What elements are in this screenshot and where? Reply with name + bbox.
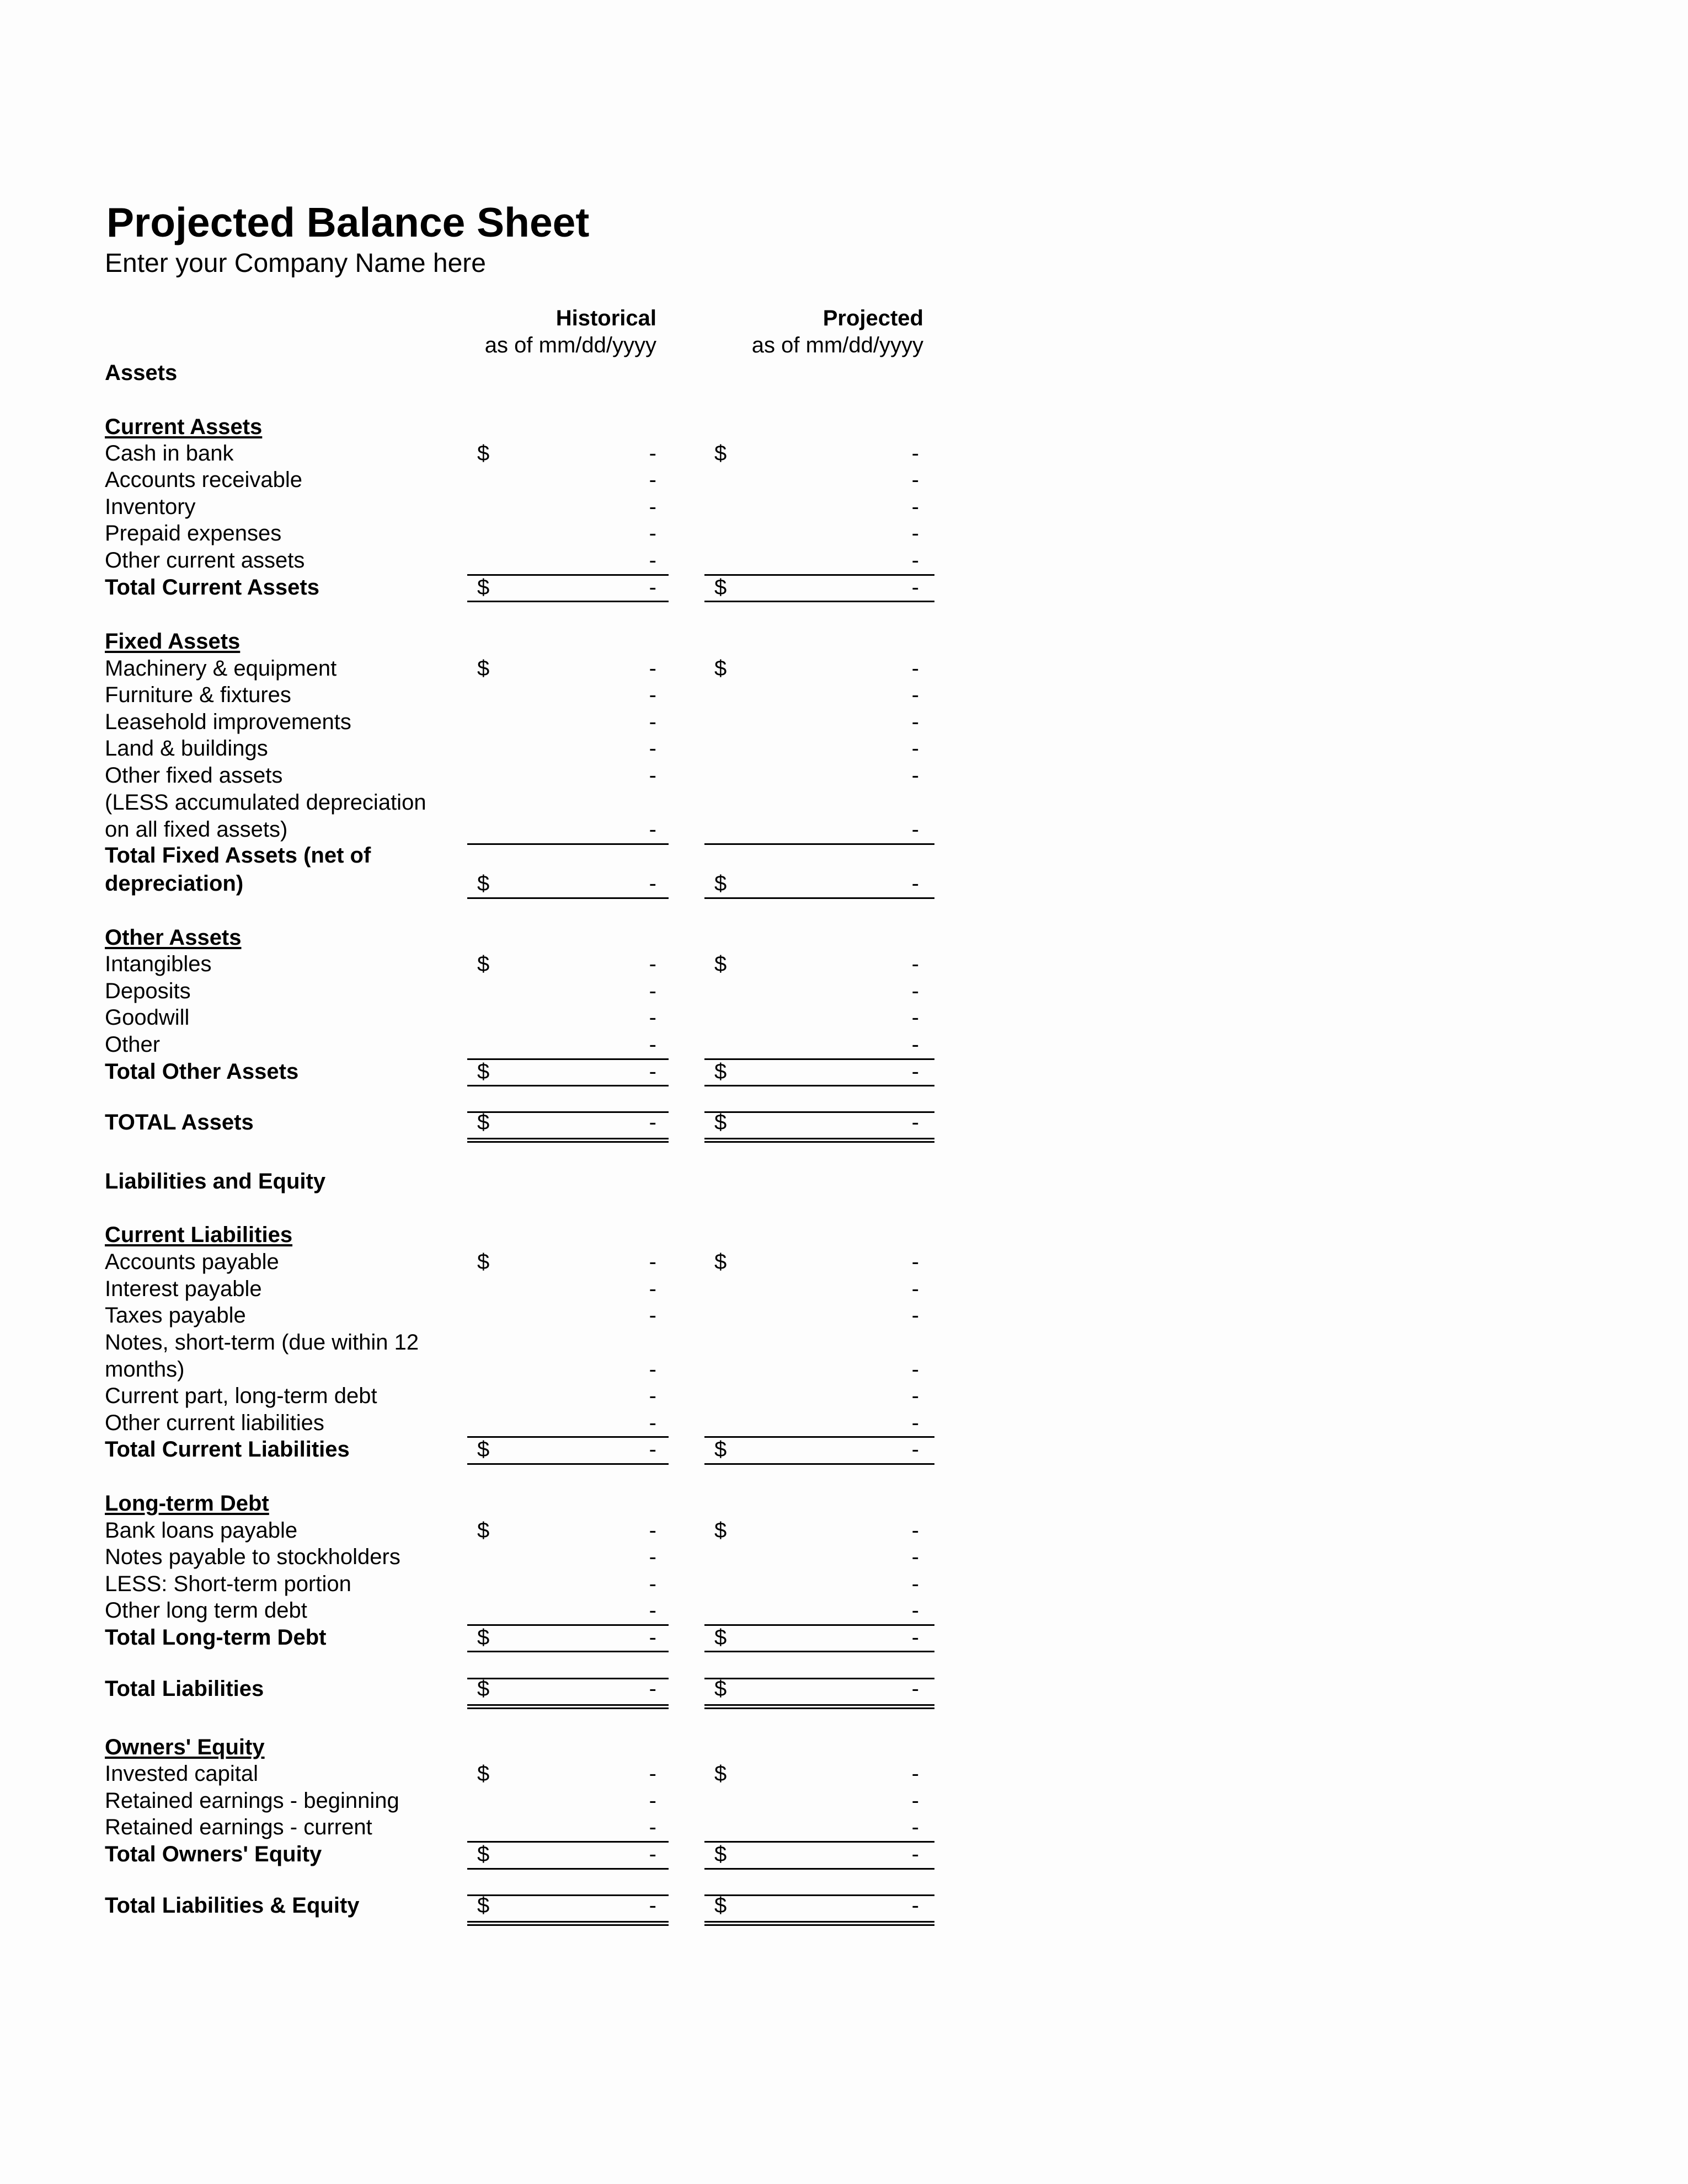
historical-cell[interactable] [467, 1597, 669, 1624]
cell-value: - [649, 1384, 656, 1408]
currency-sign: $ [477, 1437, 490, 1462]
currency-sign: $ [477, 1518, 490, 1543]
cell-value: - [649, 1277, 656, 1301]
grand-total-double-rule [467, 1921, 669, 1926]
cell-value: - [649, 1110, 656, 1134]
cell-value: - [649, 1250, 656, 1274]
cell-value: - [649, 1005, 656, 1030]
historical-total-cell [467, 1058, 669, 1085]
cell-value: - [649, 1411, 656, 1435]
table-row [0, 1517, 1688, 1544]
total-rule [467, 897, 669, 899]
subtotal-rule [467, 843, 669, 845]
projected-cell[interactable] [704, 1517, 934, 1544]
total-owners-equity-label: Total Owners' Equity [105, 1842, 322, 1866]
grand-total-row [0, 1892, 1688, 1919]
fixed-assets-header-row [0, 628, 1688, 655]
currency-sign: $ [714, 952, 727, 976]
row-label: LESS: Short-term portion [105, 1572, 351, 1596]
cell-value: - [649, 1842, 656, 1866]
grand-total-double-rule [704, 1138, 934, 1143]
historical-cell[interactable] [467, 1544, 669, 1570]
cell-value: - [649, 521, 656, 545]
total-rule [704, 1651, 934, 1652]
cell-value: - [649, 683, 656, 707]
projected-cell[interactable] [704, 547, 934, 574]
projected-cell[interactable] [704, 735, 934, 762]
row-label: Accounts receivable [105, 468, 302, 492]
currency-sign: $ [714, 1437, 727, 1462]
cell-value: - [649, 575, 656, 599]
projected-cell[interactable] [704, 1249, 934, 1275]
table-row [0, 762, 1688, 789]
projected-cell[interactable] [704, 816, 934, 843]
projected-cell[interactable] [704, 1302, 934, 1329]
historical-cell[interactable] [467, 816, 669, 843]
cell-value: - [911, 1598, 919, 1623]
cell-value: - [911, 1411, 919, 1435]
historical-cell[interactable] [467, 1383, 669, 1409]
table-row [0, 709, 1688, 735]
projected-total-cell [704, 870, 934, 897]
row-label: Invested capital [105, 1762, 258, 1786]
assets-heading-row [0, 360, 1688, 386]
currency-sign: $ [714, 1110, 727, 1134]
cell-value: - [649, 1789, 656, 1813]
currency-sign: $ [477, 952, 490, 976]
row-label: Prepaid expenses [105, 521, 282, 545]
cell-value: - [649, 1032, 656, 1057]
historical-cell[interactable] [467, 1517, 669, 1544]
total-liabilities-equity-label: Total Liabilities & Equity [105, 1893, 360, 1918]
row-label: Retained earnings - current [105, 1815, 372, 1839]
currency-sign: $ [477, 1893, 490, 1918]
owners-equity-header-row [0, 1734, 1688, 1760]
historical-total-cell [467, 1892, 669, 1919]
cell-value: - [911, 441, 919, 465]
row-label: Other fixed assets [105, 763, 283, 788]
row-label: Bank loans payable [105, 1518, 298, 1543]
projected-total-cell [704, 574, 934, 601]
historical-total-cell [467, 1624, 669, 1651]
projected-cell[interactable] [704, 1356, 934, 1383]
total-assets-label: TOTAL Assets [105, 1110, 254, 1134]
historical-cell[interactable] [467, 1249, 669, 1275]
cell-value: - [649, 710, 656, 734]
cell-value: - [911, 763, 919, 788]
currency-sign: $ [714, 1250, 727, 1274]
cell-value: - [911, 548, 919, 572]
currency-sign: $ [714, 1518, 727, 1543]
cell-value: - [649, 495, 656, 519]
historical-cell[interactable] [467, 1356, 669, 1383]
cell-value: - [911, 1437, 919, 1462]
projected-cell[interactable] [704, 1031, 934, 1058]
row-label: Other [105, 1032, 161, 1057]
projected-cell[interactable] [704, 520, 934, 547]
long-term-debt-header-row [0, 1490, 1688, 1517]
historical-cell[interactable] [467, 655, 669, 682]
historical-total-cell [467, 870, 669, 897]
total-current-liabilities-label: Total Current Liabilities [105, 1437, 350, 1462]
currency-sign: $ [477, 1762, 490, 1786]
grand-total-double-rule [467, 1138, 669, 1143]
total-fixed-assets-label-line1: Total Fixed Assets (net of [105, 843, 371, 868]
cell-value: - [649, 1598, 656, 1623]
cell-value: - [911, 1893, 919, 1918]
row-label: Cash in bank [105, 441, 234, 465]
cell-value: - [649, 1625, 656, 1650]
total-rule [467, 601, 669, 602]
cell-value: - [649, 1518, 656, 1543]
projected-cell[interactable] [704, 1383, 934, 1409]
cell-value: - [911, 1110, 919, 1134]
projected-cell[interactable] [704, 494, 934, 520]
cell-value: - [649, 656, 656, 681]
table-row [0, 1031, 1688, 1058]
total-current-assets-label: Total Current Assets [105, 575, 319, 599]
total-rule [467, 1463, 669, 1465]
cell-value: - [649, 1357, 656, 1382]
row-label: Interest payable [105, 1277, 262, 1301]
total-rule [467, 1651, 669, 1652]
table-row [0, 1410, 1688, 1436]
company-name[interactable]: Enter your Company Name here [105, 249, 486, 278]
historical-cell[interactable] [467, 735, 669, 762]
cell-value: - [649, 1303, 656, 1327]
table-row [0, 978, 1688, 1004]
liabilities-heading-row [0, 1168, 1688, 1195]
other-assets-header-row [0, 924, 1688, 951]
row-label: Deposits [105, 979, 191, 1003]
table-row [0, 1276, 1688, 1302]
historical-cell[interactable] [467, 547, 669, 574]
historical-cell[interactable] [467, 1004, 669, 1031]
current-liabilities-header-row [0, 1222, 1688, 1248]
row-label: Other long term debt [105, 1598, 307, 1623]
table-row [0, 547, 1688, 574]
long-term-debt-title: Long-term Debt [105, 1491, 269, 1516]
table-row [0, 1544, 1688, 1570]
table-row [0, 655, 1688, 682]
table-row [0, 467, 1688, 493]
notes-short-term-label-line1: Notes, short-term (due within 12 [105, 1330, 419, 1355]
currency-sign: $ [477, 1250, 490, 1274]
cell-value: - [911, 468, 919, 492]
cell-value: - [911, 1677, 919, 1701]
cell-value: - [911, 1815, 919, 1839]
currency-sign: $ [477, 1677, 490, 1701]
row-label: Notes payable to stockholders [105, 1545, 400, 1569]
projected-cell[interactable] [704, 655, 934, 682]
current-assets-title: Current Assets [105, 415, 263, 439]
historical-column-heading: Historical [555, 306, 656, 330]
grand-total-double-rule [704, 1921, 934, 1926]
currency-sign: $ [714, 1842, 727, 1866]
assets-heading: Assets [105, 361, 178, 385]
cell-value: - [649, 763, 656, 788]
cell-value: - [911, 1842, 919, 1866]
projected-cell[interactable] [704, 951, 934, 977]
total-row [0, 574, 1688, 601]
table-row [0, 735, 1688, 762]
cell-value: - [649, 1437, 656, 1462]
row-label: Taxes payable [105, 1303, 246, 1327]
cell-value: - [911, 1250, 919, 1274]
cell-value: - [911, 871, 919, 896]
liabilities-heading: Liabilities and Equity [105, 1169, 326, 1193]
currency-sign: $ [477, 871, 490, 896]
cell-value: - [911, 1518, 919, 1543]
cell-value: - [649, 979, 656, 1003]
projected-cell[interactable] [704, 709, 934, 735]
cell-value: - [649, 1059, 656, 1084]
currency-sign: $ [714, 1762, 727, 1786]
row-label: Other current assets [105, 548, 305, 572]
total-rule [467, 1868, 669, 1870]
cell-value: - [649, 548, 656, 572]
projected-column-date[interactable]: as of mm/dd/yyyy [751, 333, 923, 357]
historical-total-cell [467, 1841, 669, 1867]
historical-cell[interactable] [467, 440, 669, 467]
row-label: Accounts payable [105, 1250, 279, 1274]
currency-sign: $ [714, 575, 727, 599]
total-row [0, 1436, 1688, 1463]
projected-cell[interactable] [704, 978, 934, 1004]
cell-value: - [911, 575, 919, 599]
projected-total-cell [704, 1892, 934, 1919]
historical-cell[interactable] [467, 1276, 669, 1302]
liabilities-total-row [0, 1676, 1688, 1702]
currency-sign: $ [714, 441, 727, 465]
projected-cell[interactable] [704, 1787, 934, 1814]
cell-value: - [649, 1545, 656, 1569]
projected-column-heading: Projected [822, 306, 923, 330]
currency-sign: $ [477, 1842, 490, 1866]
total-row [0, 870, 1688, 897]
table-row [0, 1249, 1688, 1275]
cell-value: - [649, 1677, 656, 1701]
cell-value: - [649, 817, 656, 842]
currency-sign: $ [714, 871, 727, 896]
cell-value: - [911, 683, 919, 707]
currency-sign: $ [714, 1677, 727, 1701]
table-row [0, 1760, 1688, 1787]
table-row [0, 1383, 1688, 1409]
currency-sign: $ [714, 656, 727, 681]
currency-sign: $ [714, 1893, 727, 1918]
cell-value: - [649, 468, 656, 492]
cell-value: - [649, 1572, 656, 1596]
cell-value: - [911, 1032, 919, 1057]
cell-value: - [911, 1059, 919, 1084]
historical-total-cell [467, 1676, 669, 1702]
projected-total-cell [704, 1109, 934, 1136]
subtotal-rule [704, 843, 934, 845]
table-row [0, 520, 1688, 547]
table-row [0, 440, 1688, 467]
total-fixed-assets-label-line2: depreciation) [105, 871, 244, 896]
cell-value: - [911, 1789, 919, 1813]
total-rule [704, 897, 934, 899]
table-row [0, 1814, 1688, 1840]
depreciation-label-line1: (LESS accumulated depreciation [105, 790, 426, 815]
table-row [0, 682, 1688, 708]
depreciation-label-line2: on all fixed assets) [105, 817, 288, 842]
row-label: Other current liabilities [105, 1411, 324, 1435]
total-row [0, 1624, 1688, 1651]
cell-value: - [649, 736, 656, 761]
currency-sign: $ [714, 1059, 727, 1084]
grand-total-row [0, 1109, 1688, 1136]
currency-sign: $ [477, 1059, 490, 1084]
table-row [0, 1302, 1688, 1329]
table-row [0, 1356, 1688, 1383]
cell-value: - [911, 1384, 919, 1408]
projected-cell[interactable] [704, 1571, 934, 1597]
currency-sign: $ [477, 1110, 490, 1134]
notes-short-term-label-line2: months) [105, 1357, 185, 1382]
total-other-assets-label: Total Other Assets [105, 1059, 299, 1084]
projected-total-cell [704, 1058, 934, 1085]
historical-cell[interactable] [467, 762, 669, 789]
cell-value: - [911, 736, 919, 761]
total-rule [467, 1085, 669, 1086]
row-label: Machinery & equipment [105, 656, 337, 681]
table-row [0, 951, 1688, 977]
projected-cell[interactable] [704, 1410, 934, 1436]
historical-cell[interactable] [467, 709, 669, 735]
currency-sign: $ [477, 575, 490, 599]
row-label: Current part, long-term debt [105, 1384, 377, 1408]
cell-value: - [911, 1303, 919, 1327]
table-row [0, 816, 1688, 843]
historical-cell[interactable] [467, 1787, 669, 1814]
historical-total-cell [467, 1109, 669, 1136]
table-row [0, 1787, 1688, 1814]
projected-cell[interactable] [704, 1760, 934, 1787]
projected-cell[interactable] [704, 1004, 934, 1031]
projected-cell[interactable] [704, 1597, 934, 1624]
historical-total-cell [467, 574, 669, 601]
owners-equity-title: Owners' Equity [105, 1735, 265, 1759]
projected-total-cell [704, 1624, 934, 1651]
cell-value: - [649, 1762, 656, 1786]
table-row [0, 1571, 1688, 1597]
liabilities-total-double-rule [467, 1704, 669, 1709]
currency-sign: $ [477, 656, 490, 681]
historical-cell[interactable] [467, 520, 669, 547]
cell-value: - [911, 817, 919, 842]
projected-cell[interactable] [704, 762, 934, 789]
row-label: Intangibles [105, 952, 212, 976]
projected-cell[interactable] [704, 440, 934, 467]
projected-cell[interactable] [704, 467, 934, 493]
total-rule [704, 601, 934, 602]
table-row [0, 1004, 1688, 1031]
cell-value: - [649, 1893, 656, 1918]
cell-value: - [911, 1277, 919, 1301]
historical-cell[interactable] [467, 1814, 669, 1840]
cell-value: - [911, 1625, 919, 1650]
cell-value: - [649, 441, 656, 465]
projected-cell[interactable] [704, 1814, 934, 1840]
cell-value: - [911, 521, 919, 545]
current-assets-header-row [0, 414, 1688, 440]
other-assets-title: Other Assets [105, 925, 242, 950]
total-rule [704, 1868, 934, 1870]
cell-value: - [911, 1572, 919, 1596]
historical-cell[interactable] [467, 978, 669, 1004]
historical-cell[interactable] [467, 467, 669, 493]
cell-value: - [911, 1357, 919, 1382]
row-label: Furniture & fixtures [105, 683, 291, 707]
historical-cell[interactable] [467, 1571, 669, 1597]
row-label: Goodwill [105, 1005, 190, 1030]
cell-value: - [649, 952, 656, 976]
historical-cell[interactable] [467, 494, 669, 520]
cell-value: - [911, 979, 919, 1003]
table-row [0, 1597, 1688, 1624]
row-label: Leasehold improvements [105, 710, 351, 734]
current-liabilities-title: Current Liabilities [105, 1223, 293, 1247]
projected-total-cell [704, 1676, 934, 1702]
total-liabilities-label: Total Liabilities [105, 1677, 264, 1701]
liabilities-total-double-rule [704, 1704, 934, 1709]
historical-cell[interactable] [467, 1302, 669, 1329]
cell-value: - [911, 1762, 919, 1786]
cell-value: - [911, 952, 919, 976]
historical-cell[interactable] [467, 682, 669, 708]
historical-total-cell [467, 1436, 669, 1463]
cell-value: - [911, 495, 919, 519]
currency-sign: $ [477, 441, 490, 465]
currency-sign: $ [477, 1625, 490, 1650]
total-long-term-debt-label: Total Long-term Debt [105, 1625, 327, 1650]
historical-cell[interactable] [467, 1410, 669, 1436]
total-rule [704, 1463, 934, 1465]
row-label: Retained earnings - beginning [105, 1789, 399, 1813]
total-row [0, 1841, 1688, 1867]
historical-cell[interactable] [467, 1031, 669, 1058]
total-row [0, 1058, 1688, 1085]
fixed-assets-title: Fixed Assets [105, 629, 241, 654]
projected-cell[interactable] [704, 1544, 934, 1570]
projected-cell[interactable] [704, 682, 934, 708]
cell-value: - [911, 1545, 919, 1569]
page-title: Projected Balance Sheet [106, 199, 590, 245]
historical-cell[interactable] [467, 951, 669, 977]
projected-total-cell [704, 1436, 934, 1463]
table-row [0, 494, 1688, 520]
cell-value: - [911, 656, 919, 681]
row-label: Inventory [105, 495, 196, 519]
historical-column-date[interactable]: as of mm/dd/yyyy [484, 333, 656, 357]
currency-sign: $ [714, 1625, 727, 1650]
total-rule [704, 1085, 934, 1086]
projected-total-cell [704, 1841, 934, 1867]
row-label: Land & buildings [105, 736, 268, 761]
projected-cell[interactable] [704, 1276, 934, 1302]
cell-value: - [649, 1815, 656, 1839]
cell-value: - [911, 1005, 919, 1030]
cell-value: - [649, 871, 656, 896]
historical-cell[interactable] [467, 1760, 669, 1787]
cell-value: - [911, 710, 919, 734]
